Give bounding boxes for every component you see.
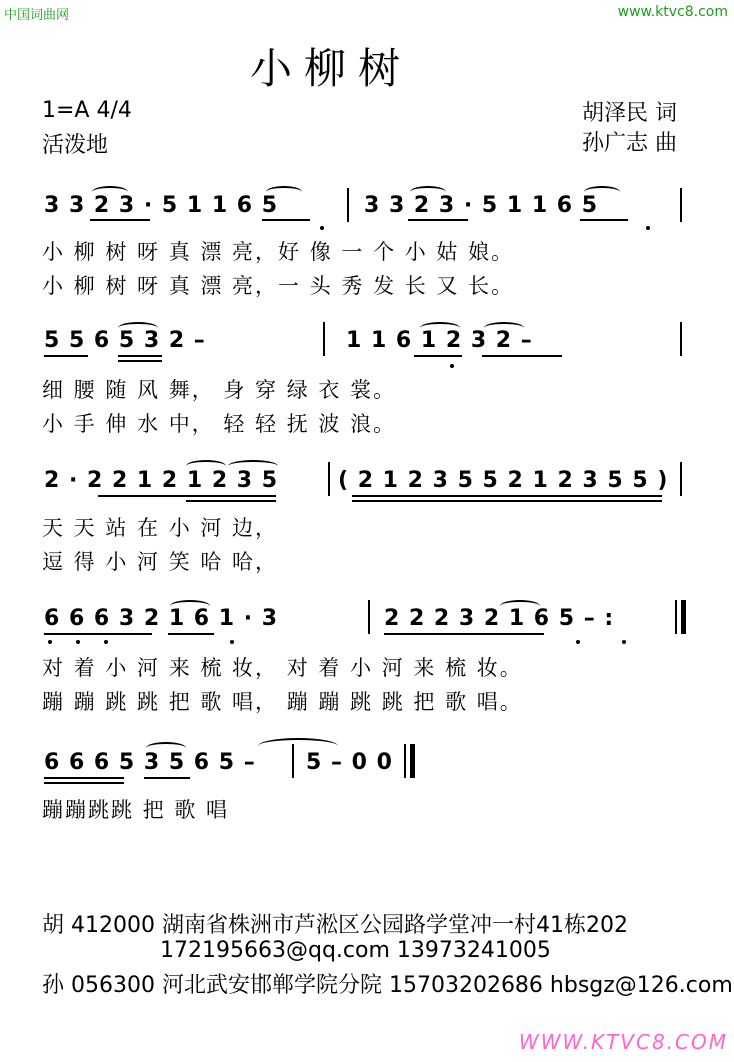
lyrics-line2-verse1: 细 腰 随 风 舞， 身 穿 绿 衣 裳。	[42, 378, 397, 402]
lyrics-line2-verse2: 小 手 伸 水 中， 轻 轻 抚 波 浪。	[42, 412, 397, 436]
slur	[584, 186, 620, 198]
notes-line3-bar2: ( 2 1 2 3 5 5 2 1 2 3 5 5 )	[338, 468, 669, 493]
underline	[186, 500, 276, 502]
low-octave-dot	[622, 640, 626, 644]
watermark-bottom: WWW.KTVC8.COM	[518, 1030, 728, 1054]
underline	[44, 633, 152, 635]
slur	[500, 600, 540, 612]
lyricist: 胡泽民 词	[582, 101, 677, 126]
slur	[92, 186, 128, 198]
lyrics-line3-verse1: 天 天 站 在 小 河 边，	[42, 516, 279, 540]
slur	[186, 460, 226, 472]
low-octave-dot	[576, 640, 580, 644]
underline	[168, 633, 214, 635]
underline	[44, 782, 124, 784]
slur	[420, 322, 460, 334]
footer-contact-lyricist: 胡 412000 湖南省株洲市芦淞区公园路学堂冲一村41栋202	[42, 913, 628, 938]
low-octave-dot	[76, 640, 80, 644]
slur	[484, 322, 524, 334]
underline	[580, 219, 628, 221]
notes-line4-bar2: 2 2 2 3 2 1 6 5 – :	[384, 606, 615, 631]
underline	[44, 355, 88, 357]
underline	[352, 500, 662, 502]
low-octave-dot	[104, 640, 108, 644]
watermark-right: www.ktvc8.com	[617, 4, 728, 20]
underline	[44, 777, 124, 779]
underline	[352, 495, 662, 497]
notes-line1-bar2: 3 3 2 3 · 5 1 1 6 5	[364, 193, 599, 218]
final-barline-thin	[404, 744, 406, 778]
key-signature: 1=A 4/4	[42, 98, 132, 123]
lyrics-line1-verse2: 小 柳 树 呀 真 漂 亮，一 头 秀 发 长 又 长。	[42, 274, 515, 298]
final-barline-thick	[410, 744, 415, 778]
underline	[118, 355, 162, 357]
lyrics-line3-verse2: 逗 得 小 河 笑 哈 哈，	[42, 550, 279, 574]
barline	[680, 462, 682, 496]
barline	[675, 600, 677, 634]
low-octave-dot	[450, 364, 454, 368]
notes-line1-bar1: 3 3 2 3 · 5 1 1 6 5	[44, 193, 279, 218]
notes-line3-bar1: 2 · 2 2 1 2 1 2 3 5	[44, 468, 279, 493]
low-octave-dot	[230, 640, 234, 644]
barline	[323, 322, 325, 356]
underline	[408, 219, 468, 221]
underline	[262, 219, 310, 221]
low-octave-dot	[48, 640, 52, 644]
underline	[482, 355, 562, 357]
slur	[146, 742, 186, 754]
footer-contact-lyricist-email: 172195663@qq.com 13973241005	[160, 938, 551, 963]
underline	[414, 355, 462, 357]
low-octave-dot	[646, 226, 650, 230]
repeat-end-barline	[681, 600, 686, 634]
lyrics-line5-verse1: 蹦蹦跳跳 把 歌 唱	[42, 798, 230, 822]
tempo-marking: 活泼地	[42, 133, 109, 158]
notes-line5-bar1: 6 6 6 5 3 5 6 5 –	[44, 750, 256, 775]
barline	[680, 188, 682, 222]
underline	[98, 495, 276, 497]
lyrics-line1-verse1: 小 柳 树 呀 真 漂 亮，好 像 一 个 小 姑 娘。	[42, 240, 515, 264]
notes-line5-bar2: 5 – 0 0	[306, 750, 393, 775]
watermark-left: 中国词曲网	[4, 8, 70, 23]
song-title: 小柳树	[250, 44, 413, 93]
slur	[228, 460, 278, 472]
notes-line2-bar1: 5 5 6 5 3 2 –	[44, 328, 206, 353]
barline	[680, 322, 682, 356]
composer: 孙广志 曲	[582, 131, 677, 156]
tie	[258, 738, 338, 754]
slur	[170, 600, 210, 612]
barline	[328, 462, 330, 496]
lyrics-line4-verse2: 蹦 蹦 跳 跳 把 歌 唱， 蹦 蹦 跳 跳 把 歌 唱。	[42, 690, 523, 714]
slur	[266, 186, 302, 198]
notes-line2-bar2: 1 1 6 1 2 3 2 –	[346, 328, 533, 353]
underline	[144, 777, 190, 779]
low-octave-dot	[320, 226, 324, 230]
lyrics-line4-verse1: 对 着 小 河 来 梳 妆， 对 着 小 河 来 梳 妆。	[42, 656, 523, 680]
notes-line4-bar1: 6 6 6 3 2 1 6 1 · 3	[44, 606, 279, 631]
barline	[347, 188, 349, 222]
underline	[384, 633, 544, 635]
barline	[368, 600, 370, 634]
underline	[90, 219, 150, 221]
slur	[118, 322, 158, 334]
footer-contact-composer: 孙 056300 河北武安邯郸学院分院 15703202686 hbsgz@126.com	[42, 973, 733, 998]
slur	[410, 186, 446, 198]
underline	[118, 360, 162, 362]
